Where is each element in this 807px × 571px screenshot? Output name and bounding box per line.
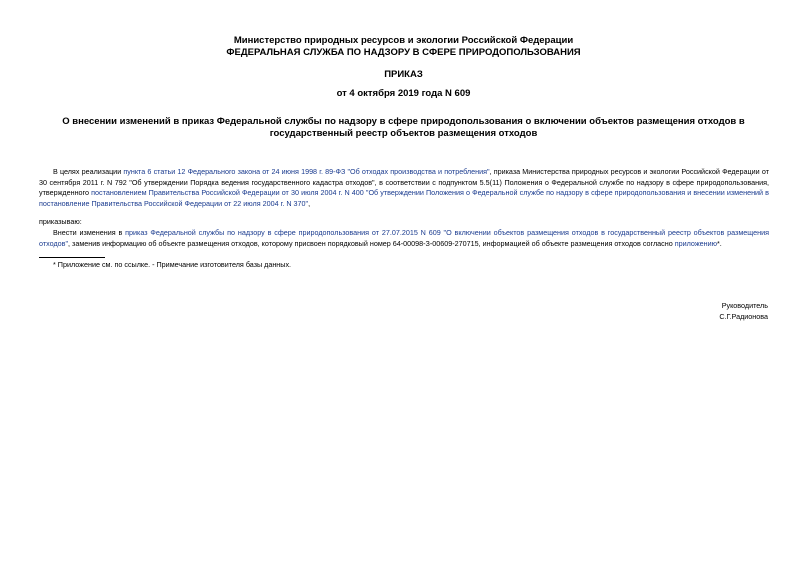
link-federal-law[interactable]: пункта 6 статьи 12 Федерального закона от 24 июня 1998 г. 89-ФЗ "Об отходах производства и потребления" [123,167,490,176]
link-government-decree[interactable]: постановлением Правительства Российской Федерации от 30 июля 2004 г. N 400 "Об утверждении Положения о Федеральной службе по надзору в сфере природопользования и внесении изменений в постановление Правительства Российской Федерации от 22 июля 2004 г. N 370" [39,188,769,208]
signer-role: Руководитель [721,301,768,310]
clause-text-1: Внести изменения в [53,228,126,237]
paragraph-order-clause [39,228,769,249]
preamble-text-2: , приказа Министерства природных ресурсов и экологии Российской Федерации от 30 сентября 2011 г. N 792 "Об утверждении Порядка ведения государственного кадастра отходов" [39,167,769,187]
footnote: * Приложение см. по ссылке. - Примечание изготовителя базы данных. [53,260,292,269]
document-title: О внесении изменений в приказ Федеральной службы по надзору в сфере природопользования о включении объектов размещения отходов в государственный реестр объектов размещения отходов [62,116,745,139]
link-order-609[interactable]: приказ Федеральной службы по надзору в сфере природопользования от 27.07.2015 N 609 "О включении объектов размещения отходов в государственный реестр объектов размещения отходов" [39,228,769,248]
service-heading: ФЕДЕРАЛЬНАЯ СЛУЖБА ПО НАДЗОРУ В СФЕРЕ ПРИРОДОПОЛЬЗОВАНИЯ [226,47,581,58]
preamble-text-3: , в соответствии с подпунктом 5.5(11) Положения о Федеральной службе по надзору в сфере природопользования, утвержденного [39,177,769,197]
footnote-divider [39,257,105,258]
clause-text-2: , заменив информацию об объекте размещения отходов, которому присвоен порядковый номер 64-00098-З-00609-270715, информацией об объекте размещения отходов согласно [68,238,675,248]
ministry-heading: Министерство природных ресурсов и экологии Российской Федерации [233,35,574,46]
signer-name: С.Г.Радионова [719,312,768,321]
document-type: ПРИКАЗ [384,69,423,80]
clause-text-3: *. [717,238,722,248]
preamble-text-1: В целях реализации [53,167,124,176]
decree-word: приказываю: [39,217,82,226]
document-date-number: от 4 октября 2019 года N 609 [336,88,471,99]
preamble-text-4: , [308,198,311,208]
paragraph-preamble [39,167,769,209]
link-appendix[interactable]: приложению [674,238,717,248]
